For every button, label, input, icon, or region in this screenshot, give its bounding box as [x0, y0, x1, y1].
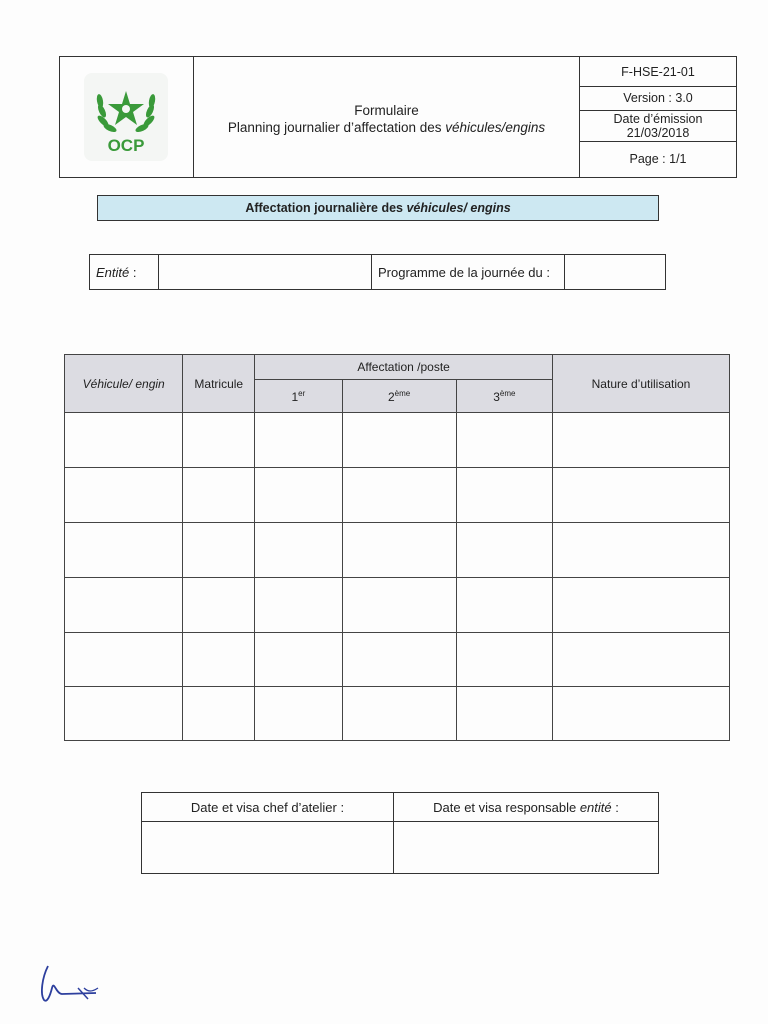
cell-poste-1[interactable]	[255, 523, 342, 578]
table-row	[65, 413, 730, 468]
cell-nature[interactable]	[553, 468, 730, 523]
cell-vehicule[interactable]	[65, 468, 183, 523]
cell-poste-3[interactable]	[456, 413, 552, 468]
cell-poste-1[interactable]	[255, 578, 342, 633]
cell-poste-1[interactable]	[255, 413, 342, 468]
responsable-visa-field[interactable]	[394, 822, 659, 874]
entite-table	[89, 254, 666, 290]
entite-label: Entité :	[90, 255, 159, 290]
emission-value: 21/03/2018	[626, 125, 690, 140]
header-poste-3: 3ème	[456, 380, 552, 413]
cell-matricule[interactable]	[183, 578, 255, 633]
doc-code: F-HSE-21-01	[580, 57, 736, 87]
cell-poste-3[interactable]	[456, 633, 552, 687]
cell-vehicule[interactable]	[65, 413, 183, 468]
table-row	[65, 578, 730, 633]
header-nature: Nature d’utilisation	[553, 355, 730, 413]
cell-poste-3[interactable]	[456, 578, 552, 633]
doc-version: Version : 3.0	[580, 86, 736, 111]
chef-atelier-visa-field[interactable]	[142, 822, 394, 874]
cell-matricule[interactable]	[183, 523, 255, 578]
table-row	[65, 687, 730, 741]
cell-vehicule[interactable]	[65, 633, 183, 687]
emission-label: Date d’émission	[613, 111, 703, 126]
logo-text: OCP	[107, 136, 145, 155]
assignment-table	[64, 354, 730, 741]
cell-nature[interactable]	[553, 523, 730, 578]
cell-poste-1[interactable]	[255, 633, 342, 687]
cell-nature[interactable]	[553, 578, 730, 633]
cell-poste-2[interactable]	[342, 633, 456, 687]
cell-poste-2[interactable]	[342, 523, 456, 578]
responsable-label: Date et visa responsable entité :	[394, 793, 659, 822]
header-vehicule: Véhicule/ engin	[65, 355, 183, 413]
cell-poste-2[interactable]	[342, 468, 456, 523]
cell-matricule[interactable]	[183, 687, 255, 741]
table-row	[65, 468, 730, 523]
header-poste-1: 1er	[255, 380, 342, 413]
signature-table	[141, 792, 659, 874]
handwritten-signature	[38, 958, 108, 1008]
cell-matricule[interactable]	[183, 413, 255, 468]
cell-poste-2[interactable]	[342, 578, 456, 633]
cell-poste-2[interactable]	[342, 687, 456, 741]
cell-matricule[interactable]	[183, 633, 255, 687]
cell-vehicule[interactable]	[65, 523, 183, 578]
cell-poste-1[interactable]	[255, 687, 342, 741]
header-affectation: Affectation /poste	[255, 355, 553, 380]
cell-poste-3[interactable]	[456, 468, 552, 523]
cell-poste-2[interactable]	[342, 413, 456, 468]
header-poste-2: 2ème	[342, 380, 456, 413]
cell-matricule[interactable]	[183, 468, 255, 523]
programme-label: Programme de la journée du :	[372, 255, 565, 290]
cell-poste-3[interactable]	[456, 523, 552, 578]
cell-poste-3[interactable]	[456, 687, 552, 741]
section-banner: Affectation journalière des véhicules/ engins	[97, 195, 659, 221]
table-row	[65, 633, 730, 687]
entite-field[interactable]	[159, 255, 372, 290]
banner-italic: véhicules/ engins	[406, 201, 511, 215]
cell-nature[interactable]	[553, 633, 730, 687]
ocp-logo	[82, 71, 170, 163]
cell-nature[interactable]	[553, 413, 730, 468]
cell-vehicule[interactable]	[65, 578, 183, 633]
cell-vehicule[interactable]	[65, 687, 183, 741]
page-number: Page : 1/1	[629, 152, 687, 166]
logo-cell	[60, 57, 194, 177]
form-title-italic: véhicules/engins	[445, 120, 546, 135]
form-title-cell	[194, 57, 580, 177]
form-title-line2: Planning journalier d’affectation des véhicules/engins	[227, 120, 546, 135]
emission-date	[580, 110, 736, 142]
cell-poste-1[interactable]	[255, 468, 342, 523]
document-meta	[580, 57, 736, 177]
programme-field[interactable]	[565, 255, 666, 290]
header-matricule: Matricule	[183, 355, 255, 413]
table-row	[65, 523, 730, 578]
cell-nature[interactable]	[553, 687, 730, 741]
form-title-line1: Formulaire	[354, 103, 419, 118]
document-header	[59, 56, 737, 178]
chef-atelier-label: Date et visa chef d’atelier :	[142, 793, 394, 822]
